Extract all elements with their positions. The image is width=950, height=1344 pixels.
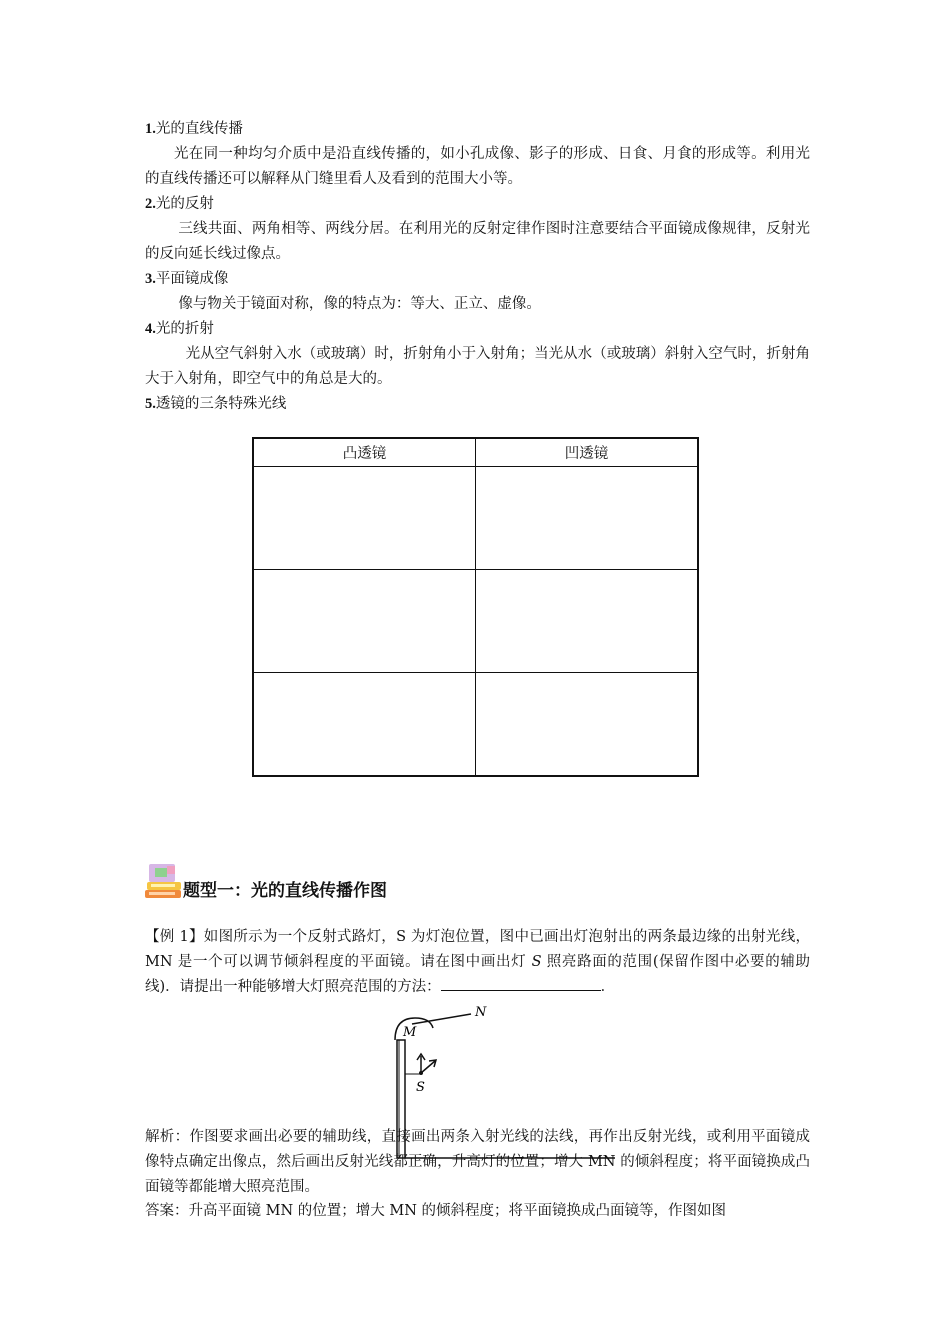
convex-lens-header: 凸透镜 [253,438,476,467]
label-m: M [403,1025,417,1040]
example-1: 【例 1】如图所示为一个反射式路灯，S 为灯泡位置，图中已画出灯泡射出的两条最边缘的出射光线，MN 是一个可以调节倾斜程度的平面镜。请在图中画出灯 S 照亮路面的范围(保留作图中必要的辅助线)．请提出一种能够增大灯照亮范围的方法： ． [145,929,810,995]
concave-lens-header: 凹透镜 [476,438,699,467]
section-3-body: 像与物关于镜面对称，像的特点为：等大、正立、虚像。 [178,296,541,312]
section-1-heading: 1.光的直线传播 [145,121,243,137]
section-4-body: 光从空气斜射入水（或玻璃）时，折射角小于入射角；当光从水（或玻璃）斜射入空气时，折射角大于入射角，即空气中的角总是大的。 [145,346,810,387]
table-cell [476,570,699,673]
label-s: S [416,1080,425,1095]
question-type-label: 题型一：光的直线传播作图 [183,881,387,901]
answer-text: 答案：升高平面镜 MN 的位置；增大 MN 的倾斜程度；将平面镜换成凸面镜等，作图如图 [145,1203,727,1219]
table-cell [253,570,476,673]
section-3-heading: 3.平面镜成像 [145,271,229,287]
table-cell [476,673,699,777]
section-1-body: 光在同一种均匀介质中是沿直线传播的，如小孔成像、影子的形成、日食、月食的形成等。利用光的直线传播还可以解释从门缝里看人及看到的范围大小等。 [145,146,810,187]
section-2-heading: 2.光的反射 [145,196,214,212]
lens-table [252,437,699,777]
answer-blank[interactable] [441,976,601,991]
section-2-body: 三线共面、两角相等、两线分居。在利用光的反射定律作图时注意要结合平面镜成像规律，反射光的反向延长线过像点。 [145,221,810,262]
table-cell [476,467,699,570]
question-type-title [145,860,545,906]
section-4-heading: 4.光的折射 [145,321,214,337]
table-cell [253,673,476,777]
table-cell [253,467,476,570]
label-n: N [475,1005,487,1020]
analysis-text: 解析：作图要求画出必要的辅助线，直接画出两条入射光线的法线，再作出反射光线，或利用平面镜成像特点确定出像点，然后画出反射光线都正确，升高灯的位置；增大 MN 的倾斜程度；将平面镜换成凸面镜等都能增大照亮范围。 [145,1129,810,1195]
section-5-heading: 5.透镜的三条特殊光线 [145,396,287,412]
